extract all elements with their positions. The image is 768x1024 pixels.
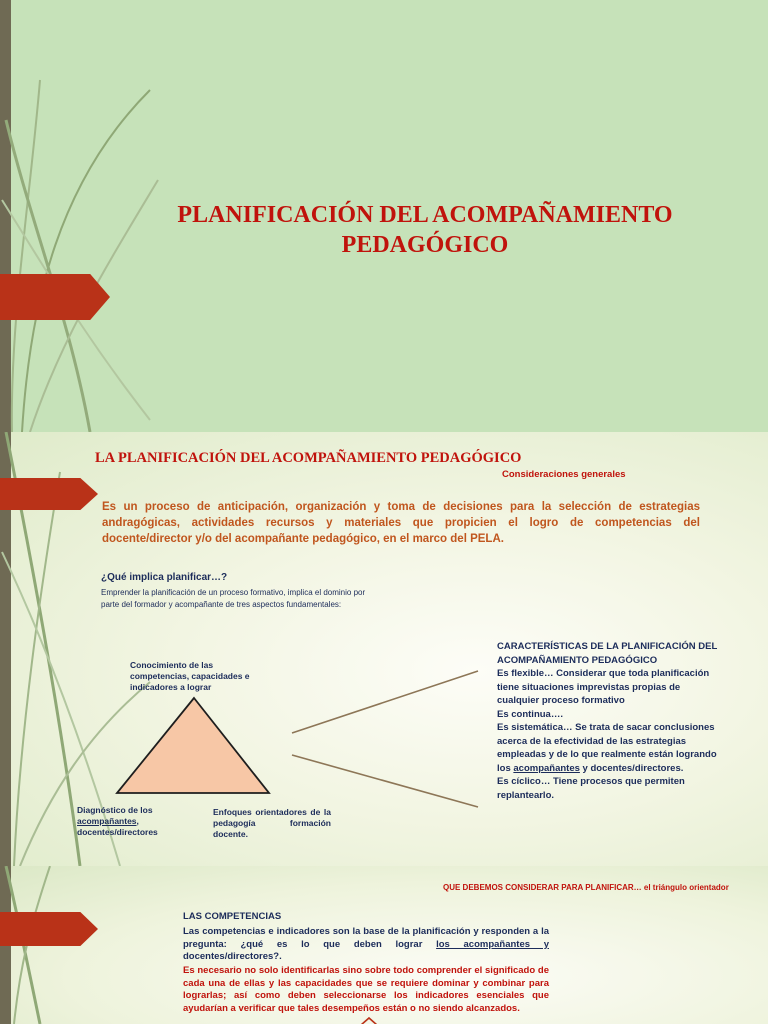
sistematica-suffix: y docentes/directores. bbox=[579, 762, 684, 774]
triangle-peek bbox=[359, 1016, 379, 1024]
slide-title-line-1: PLANIFICACIÓN DEL ACOMPAÑAMIENTO bbox=[177, 202, 673, 228]
slide-banner bbox=[443, 883, 729, 892]
characteristic-ciclico: Es cíclico… Tiene procesos que permiten replantearlo. bbox=[497, 776, 685, 801]
body-prefix: Las competencias e indicadores son la base de la planificación y responden a la pregunta: ¿qué es lo que deben lograr bbox=[183, 926, 549, 950]
bottom-left-prefix: Diagnóstico de los bbox=[77, 805, 153, 815]
triangle-bottom-left-label bbox=[77, 805, 187, 838]
red-arrow-tab bbox=[0, 478, 98, 510]
slide-title-line-2: PEDAGÓGICO bbox=[341, 232, 509, 258]
question-body: Emprender la planificación de un proceso formativo, implica el dominio por parte del formador y acompañante de tres aspectos fundamentales: bbox=[101, 588, 366, 609]
intro-paragraph: Es un proceso de anticipación, organización y toma de decisiones para la selección de estrategias andragógicas, actividades recursos y materiales que propicien el logro de competencias del docente/director y/o del acompañante pedagógico, en el marco del PELA. bbox=[102, 501, 700, 545]
triangle-top-label: Conocimiento de las competencias, capacidades e indicadores a lograr bbox=[130, 660, 250, 692]
considerations-slide bbox=[0, 432, 768, 866]
bottom-left-link: acompañantes bbox=[77, 816, 137, 826]
competencies-heading: LAS COMPETENCIAS bbox=[183, 911, 282, 922]
connector-lines bbox=[288, 667, 488, 817]
characteristic-sistematica bbox=[497, 721, 725, 775]
bottom-left-suffix: , docentes/directores bbox=[77, 816, 158, 837]
competencies-slide bbox=[0, 866, 768, 1024]
characteristics-heading: CARACTERÍSTICAS DE LA PLANIFICACIÓN DEL ACOMPAÑAMIENTO PEDAGÓGICO bbox=[497, 641, 718, 666]
red-arrow-tab bbox=[0, 274, 110, 320]
characteristics-box bbox=[497, 640, 725, 802]
characteristic-continua: Es continua…. bbox=[497, 708, 563, 720]
slide-subheading: Consideraciones generales bbox=[502, 469, 626, 480]
banner-main: QUE DEBEMOS CONSIDERAR PARA PLANIFICAR… bbox=[443, 883, 642, 892]
slide-heading: LA PLANIFICACIÓN DEL ACOMPAÑAMIENTO PEDAGÓGICO bbox=[95, 450, 522, 466]
orientation-triangle bbox=[112, 695, 272, 797]
banner-sub: el triángulo orientador bbox=[641, 883, 729, 892]
body-suffix: docentes/directores?. bbox=[183, 951, 282, 962]
body-link: los acompañantes y bbox=[436, 938, 549, 950]
competencies-red-note: Es necesario no solo identificarlas sino sobre todo comprender el significado de cada una de ellas y las capacidades que se requiere dominar y combinar para lograrlas; así como deben seleccionarse los indicadores esenciales que ayudarían a verificar que tales desempeños están o no siendo alcanzados. bbox=[183, 965, 549, 1014]
triangle-bottom-right-label: Enfoques orientadores de la pedagogía formación docente. bbox=[213, 807, 331, 839]
slide-title bbox=[120, 200, 730, 260]
sistematica-prefix: Es sistemática… Se trata de sacar conclusiones acerca de la efectividad de las estrategias empleadas y de lo que realmente están logrando los bbox=[497, 722, 717, 774]
red-arrow-tab bbox=[0, 912, 98, 946]
question-heading: ¿Qué implica planificar…? bbox=[101, 572, 228, 583]
title-slide bbox=[0, 0, 768, 432]
sistematica-link: acompañantes bbox=[513, 762, 580, 774]
competencies-body bbox=[183, 926, 549, 964]
characteristic-flexible: Es flexible… Considerar que toda planificación tiene situaciones imprevistas propias de cualquier proceso formativo bbox=[497, 668, 710, 706]
